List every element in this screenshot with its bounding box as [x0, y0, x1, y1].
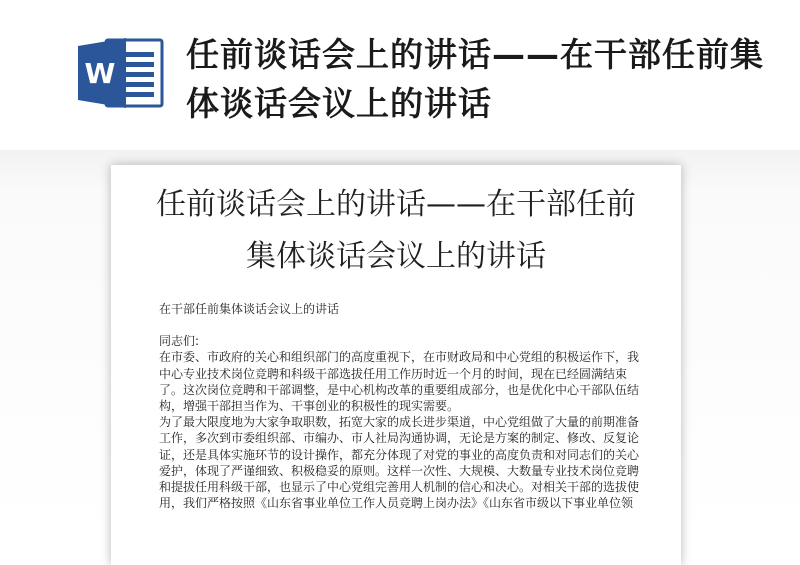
- document-title: 任前谈话会上的讲话——在干部任前集体谈话会议上的讲话: [156, 187, 636, 274]
- header-title: 任前谈话会上的讲话——在干部任前集体谈话会议上的讲话: [186, 35, 764, 123]
- document-paragraph: 为了最大限度地为大家争取职数，拓宽大家的成长进步渠道，中心党组做了大量的前期准备工作，多次到市委组织部、市编办、市人社局沟通协调，无论是方案的制定、修改、反复论证，还是具体实施环节的设计操作，都充分体现了对党的事业的高度负责和对同志们的关心爱护，体现了严谨细致、积极稳妥的原则。这样一次性、大规模、大数量专业技术岗位竞聘和提拔任用科级干部，也显示了中心党组完善用人机制的信心和决心。对相关干部的选拔使用，我们严格按照《山东省事业单位工作人员竞聘上岗办法》《山东省市级以下事业单位领: [159, 415, 640, 511]
- word-doc-icon: [76, 34, 166, 112]
- document-page: [111, 165, 681, 565]
- document-greeting: 同志们:: [159, 334, 200, 349]
- document-paragraph: 在市委、市政府的关心和组织部门的高度重视下，在市财政局和中心党组的积极运作下，我中心专业技术岗位竞聘和科级干部选拔任用工作历时近一个月的时间，现在已经圆满结束了。这次岗位竞聘和干部调整，是中心机构改革的重要组成部分，也是优化中心干部队伍结构，增强干部担当作为、干事创业的积极性的现实需要。: [159, 350, 640, 414]
- header-banner: [0, 0, 800, 160]
- word-icon-letter: W: [84, 57, 116, 90]
- document-subtitle: 在干部任前集体谈话会议上的讲话: [159, 302, 340, 316]
- document-body: [159, 301, 649, 511]
